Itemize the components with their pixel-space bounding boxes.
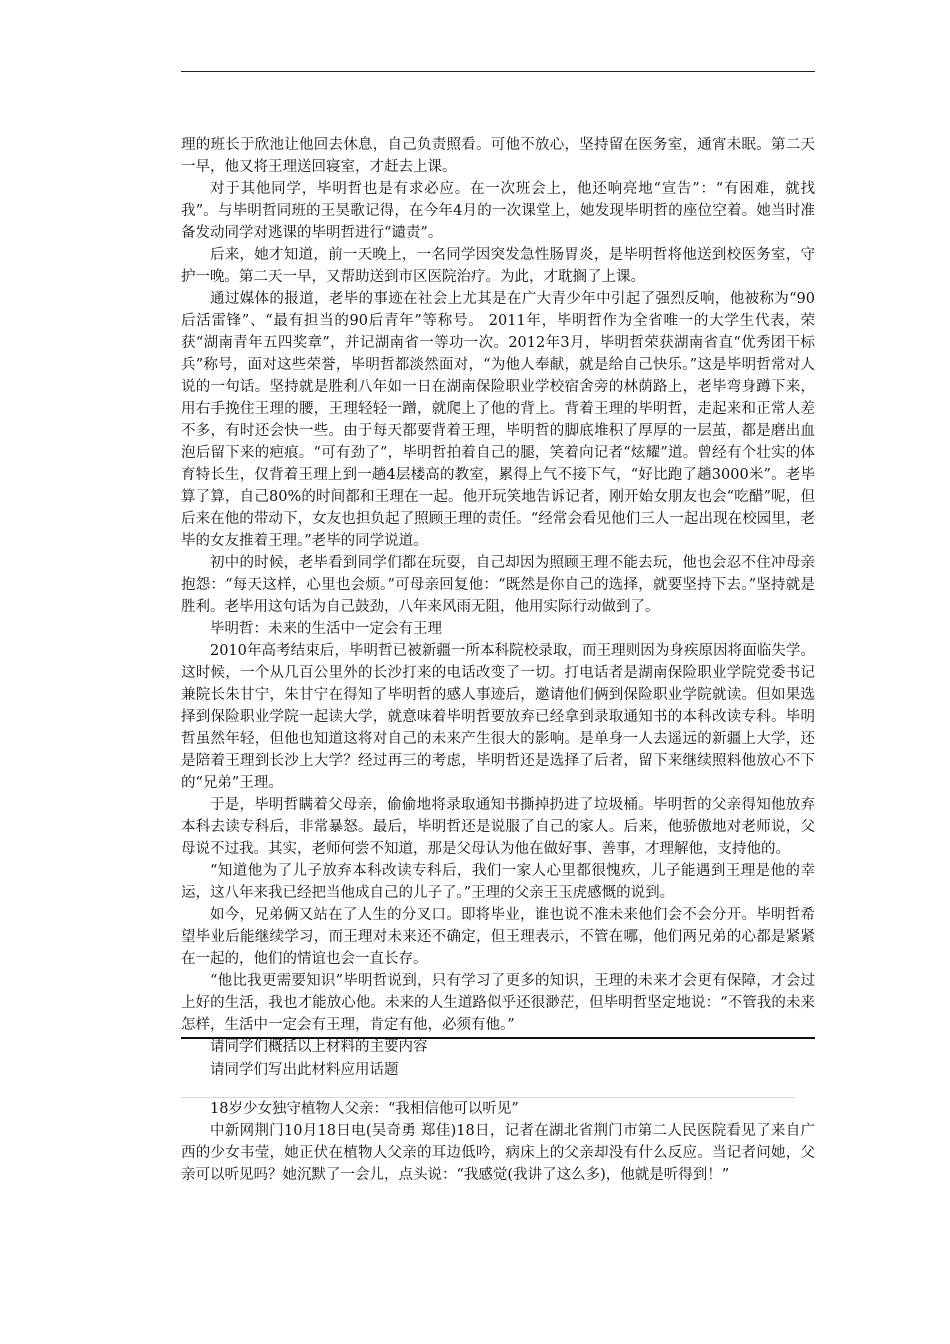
section-divider [181, 1037, 815, 1039]
paragraph: “知道他为了儿子放弃本科改读专科后，我们一家人心里都很愧疚，儿子能遇到王理是他的幸运，这八年来我已经把当他成自己的儿子了。”王理的父亲王玉虎感慨的说到。 [181, 863, 815, 901]
paragraph: 通过媒体的报道，老毕的事迹在社会上尤其是在广大青少年中引起了强烈反响，他被称为“90后活雷锋”、“最有担当的90后青年”等称号。 2011年，毕明哲作为全省唯一的大学生代表，荣获“湖南青年五四奖章”，并记湖南省一等功一次。2012年3月，毕明哲荣获湖南省直“优秀团干标兵”称号，面对这些荣誉，毕明哲都淡然面对，“为他人奉献，就是给自己快乐。”这是毕明哲常对人说的一句话。坚持就是胜利八年如一日在湖南保险职业学校宿舍旁的林荫路上，老毕弯身蹲下来，用右手挽住王理的腰，王理轻轻一蹭，就爬上了他的背上。背着王理的毕明哲，走起来和正常人差不多，有时还会快一些。由于每天都要背着王理，毕明哲的脚底堆积了厚厚的一层茧，都是磨出血泡后留下来的疤痕。“可有劲了”，毕明哲拍着自己的腿，笑着向记者“炫耀”道。曾经有个壮实的体育特长生，仅背着王理上到一趟4层楼高的教室，累得上气不接下气，“好比跑了趟3000米”。老毕算了算，自己80%的时间都和王理在一起。他开玩笑地告诉记者，刚开始女朋友也会“吃醋”呢，但后来在他的带动下，女友也担负起了照顾王理的责任。“经常会看见他们三人一起出现在校园里，老毕的女友推着王理。”老毕的同学说道。 [181, 291, 815, 549]
paragraph: 对于其他同学，毕明哲也是有求必应。在一次班会上，他还响亮地“宣告”：“有困难，就找我”。与毕明哲同班的王昊歌记得，在今年4月的一次课堂上，她发现毕明哲的座位空着。她当时准备发动同学对逃课的毕明哲进行“谴责”。 [181, 181, 815, 241]
main-article [181, 134, 815, 1058]
topic-prompt-block [181, 1059, 815, 1081]
topic-prompt: 请同学们写出此材料应用话题 [210, 1062, 399, 1078]
paragraph: 理的班长于欣池让他回去休息，自己负责照看。可他不放心，坚持留在医务室，通宵未眠。第二天一早，他又将王理送回寝室，才赶去上课。 [181, 137, 815, 175]
article-headline: 18岁少女独守植物人父亲：“我相信他可以听见” [210, 1101, 519, 1117]
second-article [181, 1098, 815, 1186]
paragraph: 后来，她才知道，前一天晚上，一名同学因突发急性肠胃炎，是毕明哲将他送到校医务室，守护一晚。第二天一早，又帮助送到市区医院治疗。为此，才耽搁了上课。 [181, 247, 815, 285]
paragraph: “他比我更需要知识”毕明哲说到，只有学习了更多的知识，王理的未来才会更有保障，才会过上好的生活，我也才能放心他。未来的人生道路似乎还很渺茫，但毕明哲坚定地说：“不管我的未来怎样，生活中一定会有王理，肯定有他，必须有他。” [181, 973, 815, 1033]
question-prompt: 请同学们概括以上材料的主要内容 [210, 1039, 428, 1055]
paragraph: 2010年高考结束后，毕明哲已被新疆一所本科院校录取，而王理则因为身疾原因将面临失学。这时候，一个从几百公里外的长沙打来的电话改变了一切。打电话者是湖南保险职业学院党委书记兼院长朱甘宁，朱甘宁在得知了毕明哲的感人事迹后，邀请他们俩到保险职业学院就读。但如果选择到保险职业学院一起读大学，就意味着毕明哲要放弃已经拿到录取通知书的本科改读专科。毕明哲虽然年轻，但他也知道这将对自己的未来产生很大的影响。是单身一人去遥远的新疆上大学，还是陪着王理到长沙上大学？经过再三的考虑，毕明哲还是选择了后者，留下来继续照料他放心不下的“兄弟”王理。 [181, 643, 815, 791]
paragraph: 于是，毕明哲瞒着父母亲，偷偷地将录取通知书撕掉扔进了垃圾桶。毕明哲的父亲得知他放弃本科去读专科后，非常暴怒。最后，毕明哲还是说服了自己的家人。后来，他骄傲地对老师说，父母说不过我。其实，老师何尝不知道，那是父母认为他在做好事、善事，才理解他，支持他的。 [181, 797, 815, 857]
paragraph: 中新网荆门10月18日电(吴奇勇 郑佳)18日，记者在湖北省荆门市第二人民医院看见了来自广西的少女韦莹，她正伏在植物人父亲的耳边低吟，病床上的父亲却没有什么反应。当记者问她，父亲可以听见吗？她沉默了一会儿，点头说：“我感觉(我讲了这么多)，他就是听得到！” [181, 1123, 815, 1183]
top-rule [181, 71, 815, 72]
paragraph: 如今，兄弟俩又站在了人生的分叉口。即将毕业，谁也说不准未来他们会不会分开。毕明哲希望毕业后能继续学习，而王理对未来还不确定，但王理表示，不管在哪，他们两兄弟的心都是紧紧在一起的，他们的情谊也会一直长存。 [181, 907, 815, 967]
section-heading: 毕明哲：未来的生活中一定会有王理 [210, 621, 442, 637]
paragraph: 初中的时候，老毕看到同学们都在玩耍，自己却因为照顾王理不能去玩，他也会忍不住冲母亲抱怨：“每天这样，心里也会烦。”可母亲回复他：“既然是你自己的选择，就要坚持下去。”坚持就是胜利。老毕用这句话为自己鼓劲，八年来风雨无阻，他用实际行动做到了。 [181, 555, 815, 615]
